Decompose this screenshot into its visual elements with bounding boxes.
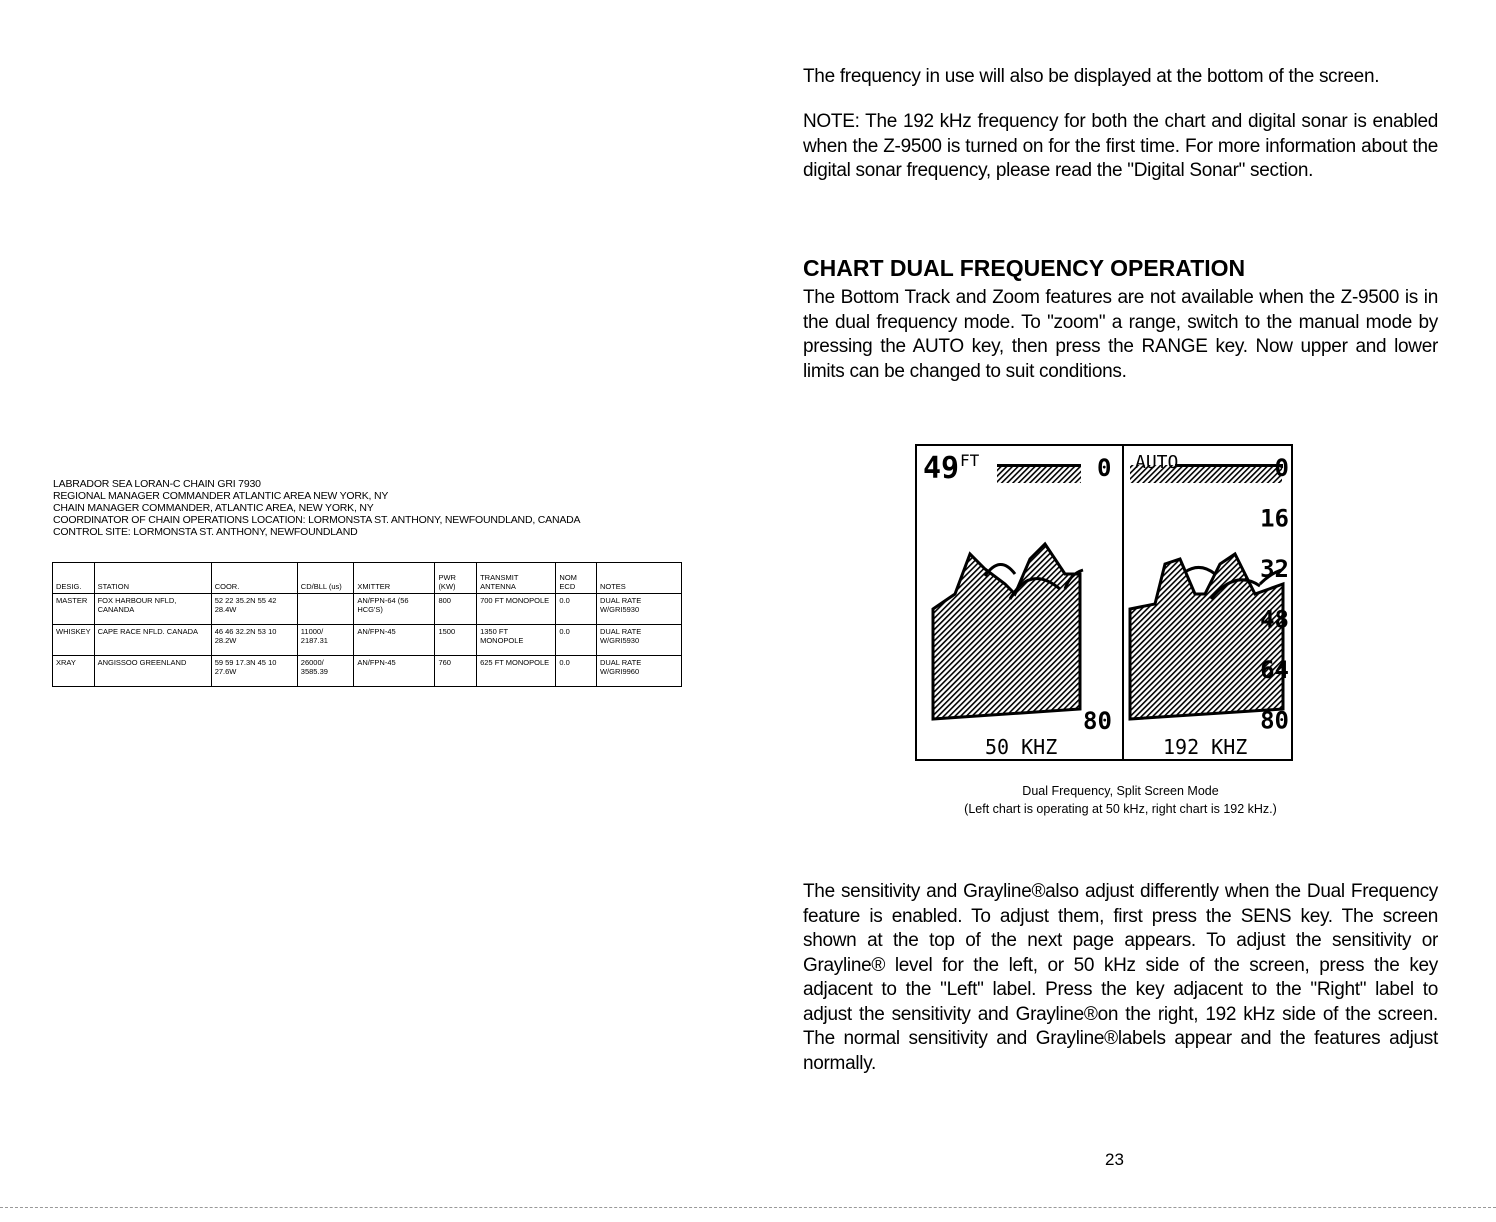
figure-caption: Dual Frequency, Split Screen Mode xyxy=(1022,784,1219,798)
table-cell: AN/FPN-64 (56 HCG'S) xyxy=(354,594,435,625)
column-header: PWR (KW) xyxy=(435,563,477,594)
note-paragraph: NOTE: The 192 kHz frequency for both the chart and digital sonar is enabled when the Z-9500 is turned on for the first time. For more information about the digital sonar frequency, please read the "Digital Sonar" section. xyxy=(803,111,1438,181)
table-cell: WHISKEY xyxy=(53,625,95,656)
column-header: CD/BLL (us) xyxy=(297,563,354,594)
table-cell: AN/FPN-45 xyxy=(354,656,435,687)
info-line: LABRADOR SEA LORAN-C CHAIN GRI 7930 xyxy=(53,478,261,490)
column-header: TRANSMIT ANTENNA xyxy=(477,563,556,594)
loran-table xyxy=(52,562,682,687)
table-cell: 800 xyxy=(435,594,477,625)
table-cell: DUAL RATE W/GRI5930 xyxy=(596,625,681,656)
column-header: DESIG. xyxy=(53,563,95,594)
column-header: NOM ECD xyxy=(556,563,597,594)
figure-caption-detail: (Left chart is operating at 50 kHz, right chart is 192 kHz.) xyxy=(964,802,1277,816)
info-line: CHAIN MANAGER COMMANDER, ATLANTIC AREA, NEW YORK, NY xyxy=(53,502,374,514)
depth-scale-label: 32 xyxy=(1260,555,1289,583)
depth-scale-label: 80 xyxy=(1260,706,1289,735)
table-cell: ANGISSOO GREENLAND xyxy=(94,656,211,687)
table-cell: 52 22 35.2N 55 42 28.4W xyxy=(211,594,297,625)
table-cell: FOX HARBOUR NFLD, CANANDA xyxy=(94,594,211,625)
table-cell: 1350 FT MONOPOLE xyxy=(477,625,556,656)
mode-label: AUTO xyxy=(1135,452,1179,473)
depth-scale-label: 0 xyxy=(1274,454,1289,482)
table-cell: 11000/ 2187.31 xyxy=(297,625,354,656)
sonar-screen-figure xyxy=(915,444,1293,761)
section-heading: CHART DUAL FREQUENCY OPERATION xyxy=(803,255,1246,281)
paragraph: The Bottom Track and Zoom features are not available when the Z-9500 is in the dual frequency mode. To "zoom" a range, switch to the manual mode by pressing the AUTO key, then press the RANGE key. Now upper and lower limits can be changed to suit conditions. xyxy=(803,287,1438,382)
column-header: XMITTER xyxy=(354,563,435,594)
table-row xyxy=(53,625,682,656)
table-cell: 1500 xyxy=(435,625,477,656)
table-cell: AN/FPN-45 xyxy=(354,625,435,656)
left-bottom-depth: 80 xyxy=(1083,707,1112,735)
table-row xyxy=(53,656,682,687)
loran-chain-info xyxy=(53,478,580,538)
table-cell: 46 46 32.2N 53 10 28.2W xyxy=(211,625,297,656)
table-cell: XRAY xyxy=(53,656,95,687)
table-cell: 760 xyxy=(435,656,477,687)
table-cell: 700 FT MONOPOLE xyxy=(477,594,556,625)
table-cell: 0.0 xyxy=(556,594,597,625)
info-line: REGIONAL MANAGER COMMANDER ATLANTIC AREA NEW YORK, NY xyxy=(53,490,389,502)
column-header: STATION xyxy=(94,563,211,594)
column-header: NOTES xyxy=(596,563,681,594)
info-line: CONTROL SITE: LORMONSTA ST. ANTHONY, NEWFOUNDLAND xyxy=(53,526,358,538)
depth-scale-label: 48 xyxy=(1260,605,1289,634)
page-edge xyxy=(0,1207,1496,1208)
right-frequency: 192 KHZ xyxy=(1163,735,1248,759)
table-cell: CAPE RACE NFLD. CANADA xyxy=(94,625,211,656)
depth-readout: 49 xyxy=(923,451,960,486)
depth-scale-label: 64 xyxy=(1260,656,1289,684)
depth-unit: FT xyxy=(960,451,980,470)
info-line: COORDINATOR OF CHAIN OPERATIONS LOCATION: LORMONSTA ST. ANTHONY, NEWFOUNDLAND, CANADA xyxy=(53,514,581,526)
table-cell: DUAL RATE W/GRI5930 xyxy=(596,594,681,625)
column-header: COOR. xyxy=(211,563,297,594)
depth-scale-label: 16 xyxy=(1260,504,1289,533)
table-cell: 26000/ 3585.39 xyxy=(297,656,354,687)
left-frequency: 50 KHZ xyxy=(985,735,1058,759)
table-cell: MASTER xyxy=(53,594,95,625)
table-cell: 625 FT MONOPOLE xyxy=(477,656,556,687)
paragraph: The sensitivity and Grayline®also adjust differently when the Dual Frequency feature is enabled. To adjust them, first press the SENS key. The screen shown at the top of the next page appears. To adjust the sensitivity or Grayline® level for the left, or 50 kHz side of the screen, press the key adjacent to the "Left" label. Press the key adjacent to the "Right" label to adjust the sensitivity and Grayline®on the right, 192 kHz side of the screen. The normal sensitivity and Grayline®labels appear and the features adjust normally. xyxy=(803,881,1438,1074)
page-number: 23 xyxy=(1105,1150,1124,1169)
table-row xyxy=(53,594,682,625)
table-cell xyxy=(297,594,354,625)
paragraph: The frequency in use will also be displayed at the bottom of the screen. xyxy=(803,66,1380,87)
table-cell: DUAL RATE W/GRI9960 xyxy=(596,656,681,687)
left-top-depth: 0 xyxy=(1097,454,1112,482)
table-cell: 59 59 17.3N 45 10 27.6W xyxy=(211,656,297,687)
table-cell: 0.0 xyxy=(556,656,597,687)
table-cell: 0.0 xyxy=(556,625,597,656)
